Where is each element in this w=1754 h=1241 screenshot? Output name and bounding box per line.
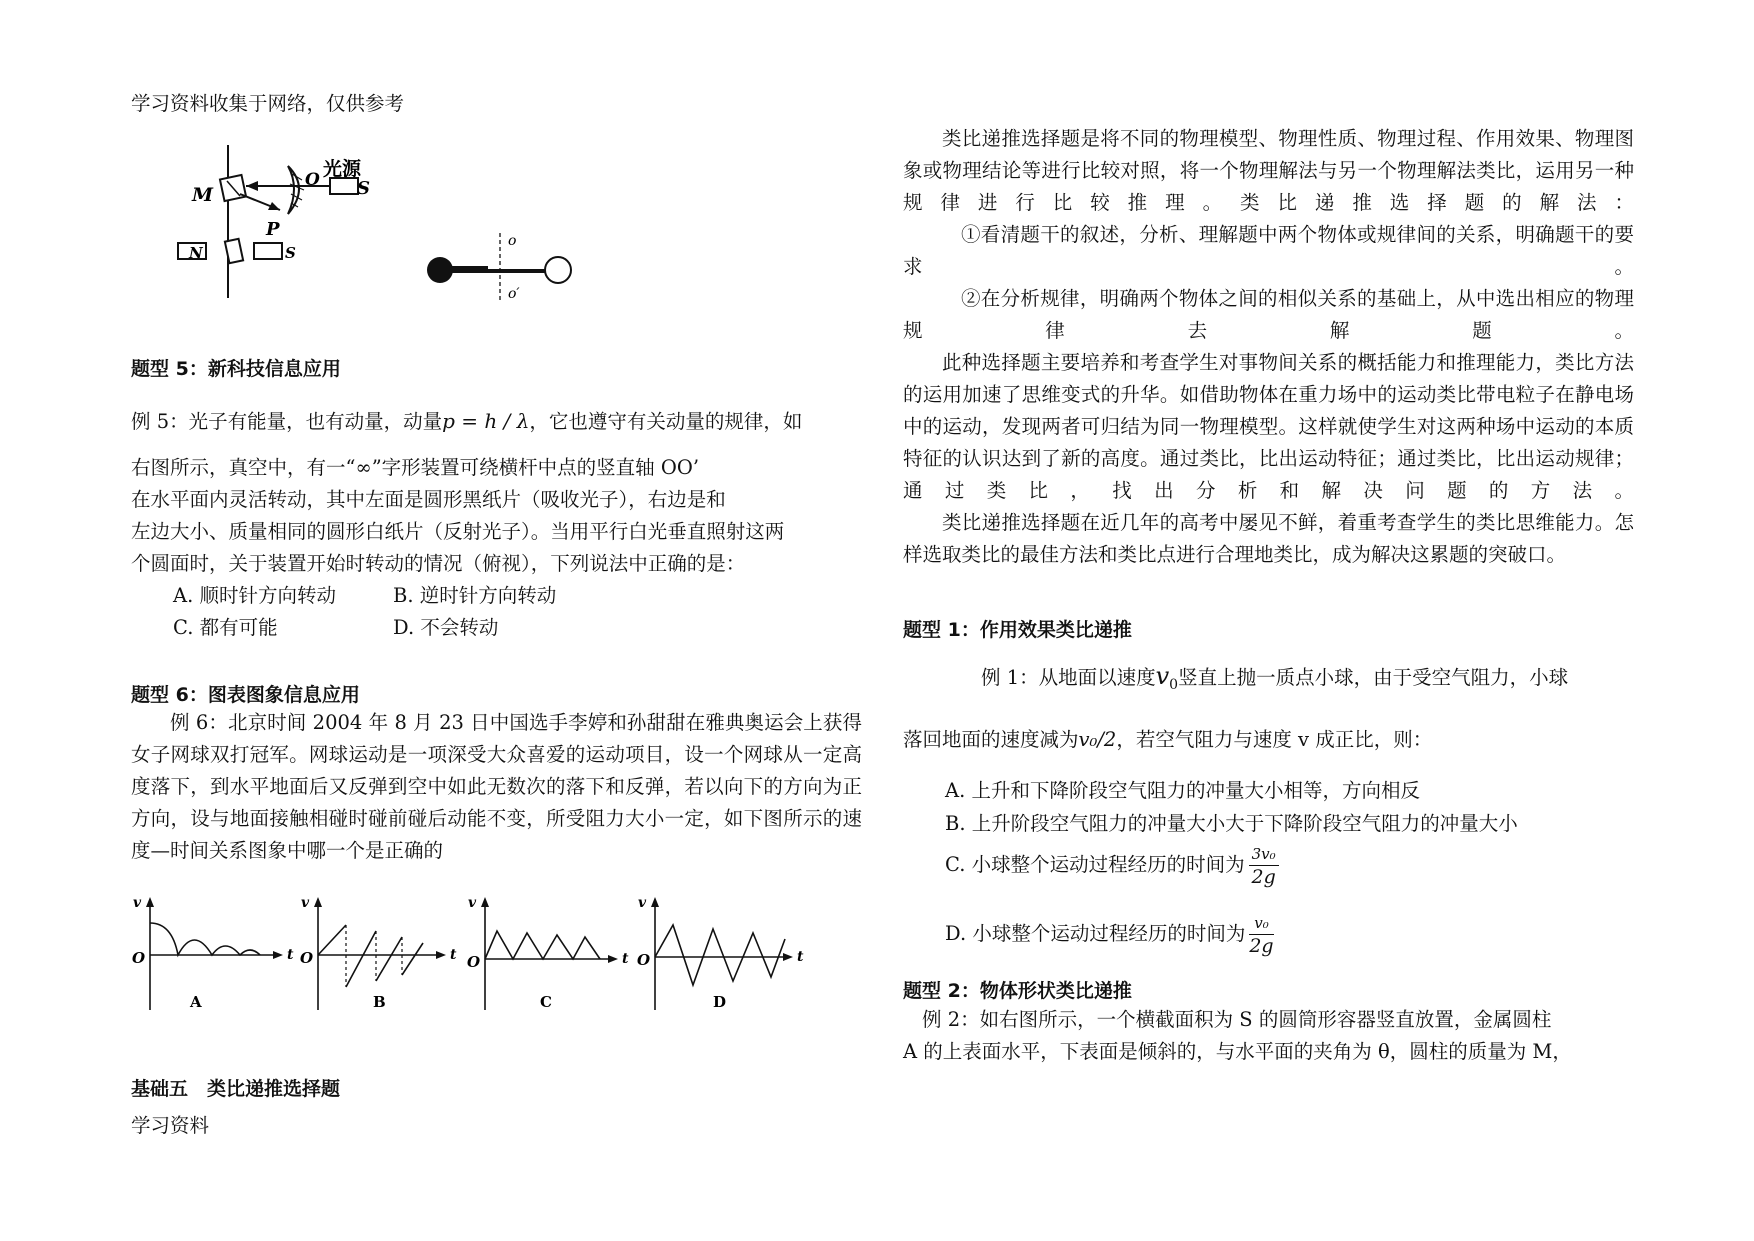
graph-a-v-label: v	[133, 895, 142, 911]
graph-a-origin-label: O	[132, 949, 146, 967]
type5-question-line3: 在水平面内灵活转动，其中左面是圆形黑纸片（吸收光子），右边是和	[131, 488, 726, 511]
light-apparatus-figure	[170, 140, 390, 300]
type5-option-c: C. 都有可能	[173, 616, 278, 639]
graph-a	[132, 895, 294, 1011]
mirror-m-label: M	[192, 184, 214, 206]
axis-o-top-label: o	[508, 233, 517, 249]
graph-c-origin-label: O	[467, 953, 481, 971]
right-paragraph-2: ①看清题干的叙述，分析、理解题中两个物体或规律间的关系，明确题干的要求。	[903, 223, 1634, 278]
graph-b-origin-label: O	[300, 949, 314, 967]
graph-b-t-label: t	[450, 947, 457, 963]
graph-b	[300, 895, 457, 1011]
graph-b-label: B	[373, 993, 386, 1011]
magnet-s-label: S	[285, 244, 296, 262]
graph-d-v-label: v	[638, 895, 647, 911]
graph-c-label: C	[540, 993, 552, 1011]
graph-d-t-label: t	[797, 949, 804, 965]
type2-heading: 题型 2：物体形状类比递推	[903, 980, 1132, 1002]
type1-option-b: B. 上升阶段空气阻力的冲量大小大于下降阶段空气阻力的冲量大小	[945, 812, 1518, 835]
graph-d	[637, 895, 804, 1011]
right-paragraph-3: ②在分析规律，明确两个物体之间的相似关系的基础上，从中选出相应的物理规律去解题。	[903, 287, 1634, 342]
graph-d-label: D	[713, 993, 727, 1011]
type2-question-line1: 例 2：如右图所示，一个横截面积为 S 的圆筒形容器竖直放置，金属圆柱	[922, 1008, 1552, 1031]
type2-question-line2: A 的上表面水平，下表面是倾斜的，与水平面的夹角为 θ，圆柱的质量为 M，	[903, 1040, 1572, 1063]
type5-option-a: A. 顺时针方向转动	[173, 584, 336, 607]
type5-question-line4: 左边大小、质量相同的圆形白纸片（反射光子）。当用平行白光垂直照射这两	[131, 520, 785, 543]
basics5-heading: 基础五 类比递推选择题	[131, 1078, 341, 1100]
graph-a-t-label: t	[287, 947, 294, 963]
type6-heading: 题型 6：图表图象信息应用	[131, 684, 360, 706]
page-footer: 学习资料	[131, 1114, 210, 1137]
type1-question-line1: 例 1：从地面以速度$v_0$竖直上抛一质点小球，由于受空气阻力，小球	[981, 662, 1569, 693]
axis-o-bottom-label: o′	[508, 286, 520, 302]
graph-c	[467, 895, 629, 1011]
velocity-time-graphs	[130, 895, 820, 1025]
source-s-label: S	[357, 178, 370, 199]
right-paragraph-1: 类比递推选择题是将不同的物理模型、物理性质、物理过程、作用效果、物理图象或物理结论等进行比较对照，将一个物理解法与另一个物理解法类比，运用另一种规律进行比较推理。类比递推选择题的解法：	[903, 127, 1634, 214]
graph-c-t-label: t	[622, 951, 629, 967]
point-p-label: P	[266, 219, 280, 240]
type1-heading: 题型 1：作用效果类比递推	[903, 619, 1132, 641]
type5-heading: 题型 5：新科技信息应用	[131, 358, 341, 380]
magnet-n-label: N	[189, 244, 203, 262]
type5-question-line2: 右图所示，真空中，有一“∞”字形装置可绕横杆中点的竖直轴 OO’	[131, 456, 700, 479]
right-paragraph-4: 此种选择题主要培养和考查学生对事物间关系的概括能力和推理能力，类比方法的运用加速了思维变式的升华。如借助物体在重力场中的运动类比带电粒子在静电场中的运动，发现两者可归结为同一物理模型。这样就使学生对这两种场中运动的本质特征的认识达到了新的高度。通过类比，比出运动特征；通过类比，比出运动规律；通过类比，找出分析和解决问题的方法。	[903, 351, 1634, 502]
page-header: 学习资料收集于网络，仅供参考	[131, 92, 405, 115]
momentum-formula: p = h / λ	[442, 409, 530, 433]
graph-c-v-label: v	[468, 895, 477, 911]
graph-d-origin-label: O	[637, 951, 651, 969]
type5-option-b: B. 逆时针方向转动	[393, 584, 557, 607]
type5-question-line1: 例 5：光子有能量，也有动量，动量p = h / λ，它也遵守有关动量的规律，如	[131, 409, 803, 433]
type5-question-line5: 个圆面时，关于装置开始时转动的情况（俯视），下列说法中正确的是：	[131, 552, 746, 575]
right-paragraph-5: 类比递推选择题在近几年的高考中屡见不鲜，着重考查学生的类比思维能力。怎样选取类比的最佳方法和类比点进行合理地类比，成为解决这累题的突破口。	[903, 511, 1634, 566]
disc-rod-figure	[420, 230, 585, 310]
graph-b-v-label: v	[301, 895, 310, 911]
type1-option-c: C. 小球整个运动过程经历的时间为 $\frac{\text{3v₀}}{2g}$	[945, 843, 1279, 888]
graph-a-label: A	[190, 993, 202, 1011]
point-o-label: O	[305, 170, 320, 190]
type1-option-a: A. 上升和下降阶段空气阻力的冲量大小相等，方向相反	[945, 779, 1420, 802]
type5-option-d: D. 不会转动	[393, 616, 499, 639]
type6-question: 例 6：北京时间 2004 年 8 月 23 日中国选手李婷和孙甜甜在雅典奥运会上获得女子网球双打冠军。网球运动是一项深受大众喜爱的运动项目，设一个网球从一定高度落下，到水平地面后又反弹到空中如此无数次的落下和反弹，若以向下的方向为正方向，设与地面接触相碰时碰前碰后动能不变，所受阻力大小一定，如下图所示的速度—时间关系图象中哪一个是正确的	[131, 711, 862, 862]
type1-option-d: D. 小球整个运动过程经历的时间为 $\frac{\text{v₀}}{2g}$	[945, 914, 1274, 957]
type1-question-line2: 落回地面的速度减为v₀/2，若空气阻力与速度 v 成正比，则：	[903, 728, 1433, 751]
light-source-label: 光源	[323, 158, 362, 180]
